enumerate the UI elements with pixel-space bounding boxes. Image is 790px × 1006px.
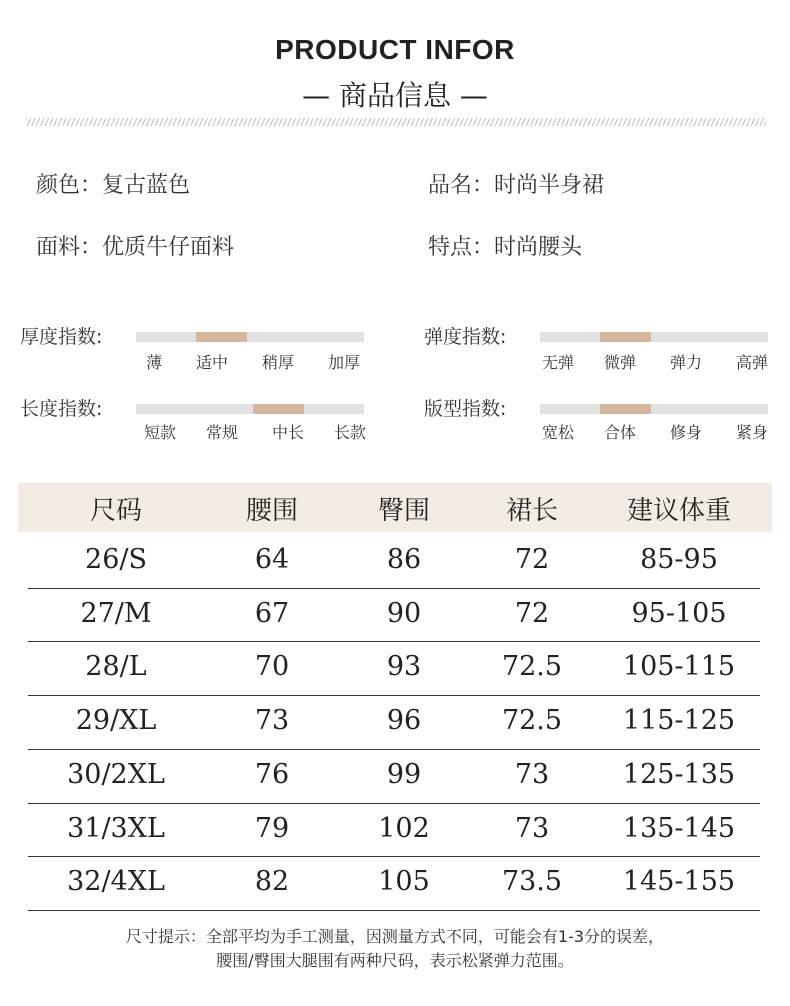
table-cell: 105-115 xyxy=(622,651,736,683)
table-cell: 73 xyxy=(514,812,550,844)
row-divider xyxy=(28,803,760,804)
index-bar xyxy=(136,404,364,414)
table-cell: 72.5 xyxy=(501,705,563,737)
hatch-divider xyxy=(26,118,766,126)
index-bar xyxy=(136,332,364,342)
table-cell: 105 xyxy=(378,866,430,898)
table-header-cell: 腰围 xyxy=(245,496,298,526)
table-cell: 79 xyxy=(254,812,290,844)
table-cell: 86 xyxy=(386,544,422,575)
table-cell: 125-135 xyxy=(622,758,736,790)
index-label: 厚度指数: xyxy=(20,326,103,348)
table-cell: 76 xyxy=(254,758,290,790)
table-cell: 29/XL xyxy=(75,705,157,737)
info-fabric: 面料：优质牛仔面料 xyxy=(36,235,235,260)
table-cell: 95-105 xyxy=(631,597,727,629)
index-tick: 微弹 xyxy=(603,353,636,372)
table-cell: 28/L xyxy=(85,651,147,683)
index-bar-fill xyxy=(196,332,247,342)
page-title-cn: — 商品信息 — xyxy=(302,79,488,112)
index-bar xyxy=(540,404,768,414)
index-tick: 紧身 xyxy=(735,423,768,442)
index-tick: 合体 xyxy=(603,423,636,442)
table-cell: 96 xyxy=(386,705,422,737)
table-cell: 26/S xyxy=(85,544,147,575)
table-cell: 67 xyxy=(254,597,290,629)
index-label: 版型指数: xyxy=(424,398,507,420)
row-divider xyxy=(28,910,760,911)
table-cell: 32/4XL xyxy=(67,866,165,898)
row-divider xyxy=(28,856,760,857)
index-bar-fill xyxy=(253,404,304,414)
table-header-cell: 尺码 xyxy=(89,496,142,526)
info-feature: 特点：时尚腰头 xyxy=(428,235,583,260)
table-cell: 72 xyxy=(514,544,550,575)
page-title-en: PRODUCT INFOR xyxy=(275,34,515,65)
size-note-line1: 尺寸提示：全部平均为手工测量，因测量方式不同，可能会有1-3分的误差， xyxy=(125,927,665,946)
index-tick: 弹力 xyxy=(669,353,702,372)
info-color: 颜色：复古蓝色 xyxy=(36,173,191,198)
index-tick: 稍厚 xyxy=(261,353,294,372)
index-label: 长度指数: xyxy=(20,398,103,420)
table-cell: 85-95 xyxy=(640,544,718,575)
table-cell: 135-145 xyxy=(622,812,736,844)
table-cell: 31/3XL xyxy=(67,812,165,844)
index-tick: 长款 xyxy=(333,423,366,442)
table-header-cell: 裙长 xyxy=(505,496,558,526)
index-bar xyxy=(540,332,768,342)
row-divider xyxy=(28,641,760,642)
index-label: 弹度指数: xyxy=(424,326,507,348)
index-tick: 加厚 xyxy=(327,353,360,372)
index-tick: 薄 xyxy=(145,353,162,372)
table-cell: 102 xyxy=(378,812,430,844)
table-cell: 73 xyxy=(514,758,550,790)
table-cell: 70 xyxy=(254,651,290,683)
row-divider xyxy=(28,588,760,589)
index-tick: 宽松 xyxy=(541,423,574,442)
table-cell: 82 xyxy=(254,866,290,898)
index-bar-fill xyxy=(600,404,651,414)
table-cell: 93 xyxy=(386,651,422,683)
index-tick: 修身 xyxy=(669,423,702,442)
index-tick: 短款 xyxy=(143,423,176,442)
index-tick: 常规 xyxy=(205,423,238,442)
info-name: 品名：时尚半身裙 xyxy=(428,173,605,198)
index-tick: 适中 xyxy=(195,353,228,372)
table-cell: 64 xyxy=(254,544,290,575)
index-tick: 中长 xyxy=(271,423,304,442)
table-cell: 30/2XL xyxy=(67,758,165,790)
table-header-cell: 建议体重 xyxy=(626,496,731,526)
table-cell: 72 xyxy=(514,597,550,629)
table-cell: 73 xyxy=(254,705,290,737)
table-cell: 27/M xyxy=(80,597,152,629)
size-note-line2: 腰围/臀围大腿围有两种尺码，表示松紧弹力范围。 xyxy=(216,951,574,970)
row-divider xyxy=(28,749,760,750)
table-cell: 72.5 xyxy=(501,651,563,683)
row-divider xyxy=(28,695,760,696)
table-cell: 145-155 xyxy=(622,866,736,898)
index-tick: 无弹 xyxy=(541,353,574,372)
table-header-cell: 臀围 xyxy=(377,496,430,526)
index-bar-fill xyxy=(600,332,651,342)
table-cell: 90 xyxy=(386,597,422,629)
table-cell: 115-125 xyxy=(622,705,736,737)
index-tick: 高弹 xyxy=(735,353,768,372)
table-cell: 99 xyxy=(386,758,422,790)
table-cell: 73.5 xyxy=(501,866,563,898)
